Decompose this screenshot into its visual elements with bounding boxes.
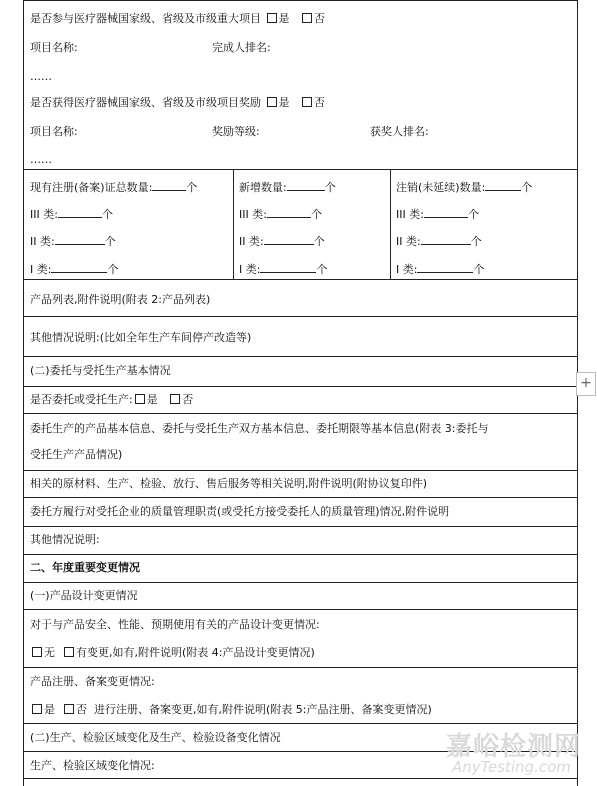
watermark-cn: 嘉峪检测网	[446, 732, 582, 762]
project-name-label-2: 项目名称:	[30, 125, 78, 138]
watermark-en: AnyTesting.com	[452, 758, 571, 776]
table-rule	[23, 356, 577, 357]
table-rule	[23, 497, 577, 498]
table-rule	[23, 169, 577, 170]
new-class2-blank[interactable]	[264, 234, 314, 245]
column-divider	[390, 169, 391, 279]
design-none-checkbox[interactable]	[32, 647, 42, 657]
cancelled-class3-field: III 类: 个	[396, 208, 479, 221]
cancelled-total-field: 注销(未延续)数量: 个	[396, 181, 533, 194]
entrust-question: 是否委托或受托生产: 是 否	[30, 393, 194, 406]
table-rule	[23, 279, 577, 280]
area-change-text: 生产、检验区域变化情况:	[30, 759, 155, 772]
design-has-change-checkbox[interactable]	[64, 647, 74, 657]
existing-class3-field: III 类: 个	[30, 208, 113, 221]
award-no-checkbox[interactable]	[302, 97, 312, 107]
table-rule	[23, 316, 577, 317]
existing-class3-blank[interactable]	[58, 207, 102, 218]
existing-class1-field: I 类: 个	[30, 263, 119, 276]
entrust-yes-checkbox[interactable]	[135, 394, 145, 404]
new-class3-blank[interactable]	[267, 207, 311, 218]
new-class1-field: I 类: 个	[239, 263, 328, 276]
existing-class1-blank[interactable]	[51, 262, 107, 273]
cancelled-class2-blank[interactable]	[421, 234, 471, 245]
award-yes-checkbox[interactable]	[267, 97, 277, 107]
major-project-yes-checkbox[interactable]	[267, 13, 277, 23]
table-rule	[23, 582, 577, 583]
entrust-info-line1: 委托生产的产品基本信息、委托与受托生产双方基本信息、委托期限等基本信息(附表 3:委托与	[30, 422, 489, 435]
product-list-text: 产品列表,附件说明(附表 2:产品列表)	[30, 293, 211, 306]
table-rule	[23, 386, 577, 387]
add-row-button[interactable]: +	[576, 372, 596, 396]
design-change-subheading: (一)产品设计变更情况	[30, 589, 138, 602]
entrust-other-text: 其他情况说明:	[30, 533, 100, 546]
ellipsis-2: ……	[30, 153, 52, 166]
changes-heading: 二、年度重要变更情况	[30, 561, 140, 574]
table-rule	[23, 609, 577, 610]
table-rule	[23, 413, 577, 414]
new-total-blank[interactable]	[287, 180, 325, 191]
existing-class2-blank[interactable]	[55, 234, 105, 245]
major-project-question: 是否参与医疗器械国家级、省级及市级重大项目 是 否	[30, 12, 325, 25]
table-rule	[23, 526, 577, 527]
table-rule	[23, 667, 577, 668]
table-rule	[23, 778, 577, 779]
registration-no-checkbox[interactable]	[64, 704, 74, 714]
project-name-label: 项目名称:	[30, 41, 78, 54]
award-question: 是否获得医疗器械国家级、省级及市级项目奖励 是 否	[30, 96, 325, 109]
entrust-info-line2: 受托生产产品情况)	[30, 448, 123, 461]
table-rule	[23, 0, 577, 1]
cancelled-class3-blank[interactable]	[424, 207, 468, 218]
ellipsis: ……	[30, 70, 52, 83]
cancelled-class1-blank[interactable]	[417, 262, 473, 273]
table-rule	[23, 470, 577, 471]
cancelled-class1-field: I 类: 个	[396, 263, 485, 276]
new-total-field: 新增数量: 个	[239, 181, 336, 194]
other-info-text: 其他情况说明:(比如全年生产车间停产改造等)	[30, 331, 252, 344]
awardee-rank-label: 获奖人排名:	[370, 125, 429, 138]
existing-total-field: 现有注册(备案)证总数量: 个	[30, 181, 198, 194]
entrust-materials-text: 相关的原材料、生产、检验、放行、售后服务等相关说明,附件说明(附协议复印件)	[30, 477, 428, 490]
completer-rank-label: 完成人排名:	[212, 41, 271, 54]
new-class1-blank[interactable]	[260, 262, 316, 273]
entrust-no-checkbox[interactable]	[170, 394, 180, 404]
registration-yes-checkbox[interactable]	[32, 704, 42, 714]
registration-change-heading: 产品注册、备案变更情况:	[30, 675, 155, 688]
registration-change-options: 是 否 进行注册、备案变更,如有,附件说明(附表 5:产品注册、备案变更情况)	[30, 703, 432, 717]
table-rule	[23, 554, 577, 555]
existing-class2-field: II 类: 个	[30, 235, 116, 248]
new-class3-field: III 类: 个	[239, 208, 322, 221]
entrust-duty-text: 委托方履行对受托企业的质量管理职责(或受托方接受委托人的质量管理)情况,附件说明	[30, 505, 450, 518]
cancelled-total-blank[interactable]	[485, 180, 521, 191]
table-rule	[23, 723, 577, 724]
entrust-heading: (二)委托与受托生产基本情况	[30, 364, 171, 377]
major-project-no-checkbox[interactable]	[302, 13, 312, 23]
cancelled-class2-field: II 类: 个	[396, 235, 482, 248]
award-level-label: 奖励等级:	[212, 125, 260, 138]
existing-total-blank[interactable]	[152, 180, 186, 191]
column-divider	[233, 169, 234, 279]
area-change-subheading: (二)生产、检验区域变化及生产、检验设备变化情况	[30, 731, 281, 744]
new-class2-field: II 类: 个	[239, 235, 325, 248]
design-change-options: 无 有变更,如有,附件说明(附表 4:产品设计变更情况)	[30, 646, 315, 660]
design-change-question: 对于与产品安全、性能、预期使用有关的产品设计变更情况:	[30, 618, 320, 631]
